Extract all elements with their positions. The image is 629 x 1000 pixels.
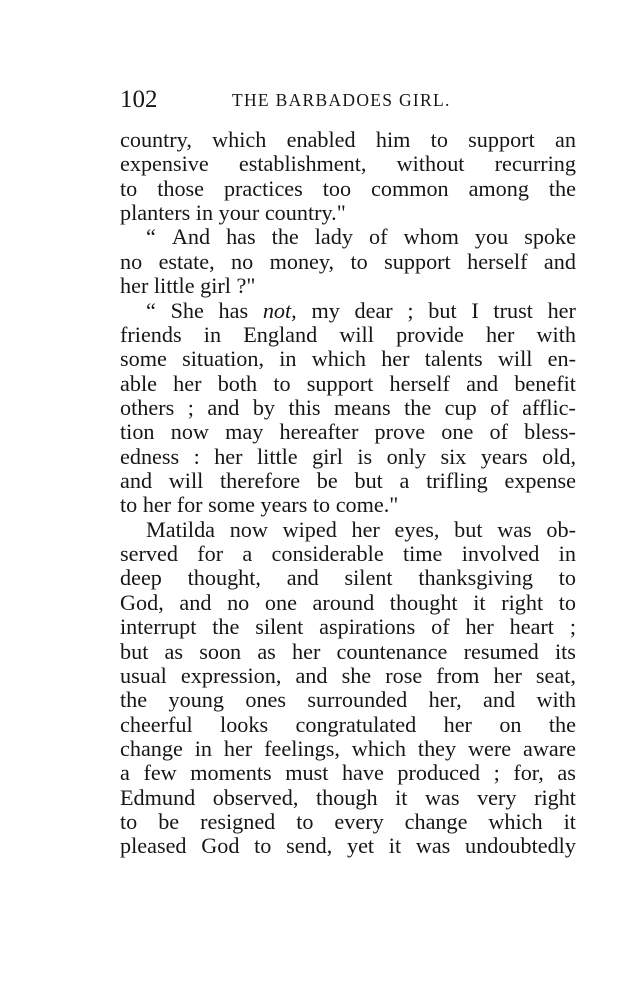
word: eyes, xyxy=(394,516,440,542)
word: expensive xyxy=(120,151,209,177)
word: I xyxy=(471,297,479,323)
text-line xyxy=(120,177,576,201)
word: her xyxy=(173,370,202,396)
word: too xyxy=(322,175,352,201)
word: “ xyxy=(146,224,156,250)
word: support xyxy=(306,370,374,396)
word: And xyxy=(171,224,211,250)
word: for xyxy=(197,541,224,567)
word: on xyxy=(499,711,522,737)
word: to xyxy=(120,175,138,201)
word: thanksgiving xyxy=(418,565,533,591)
word: and xyxy=(483,687,516,713)
text-line xyxy=(120,834,576,858)
word: friends xyxy=(120,321,182,347)
word: God, xyxy=(120,589,164,615)
word: to xyxy=(350,248,368,274)
word: as xyxy=(257,638,276,664)
word: her xyxy=(443,711,472,737)
word: as xyxy=(557,760,576,786)
word: considerable xyxy=(271,541,384,567)
word: undoubtedly xyxy=(465,833,576,859)
word: to xyxy=(296,809,314,835)
word: benefit xyxy=(514,370,576,396)
word: her xyxy=(292,638,321,664)
word: but xyxy=(354,468,383,494)
word: ; xyxy=(187,394,194,420)
word: years xyxy=(480,443,528,469)
word: edness xyxy=(120,443,180,469)
word: is xyxy=(357,443,373,469)
word: without xyxy=(396,151,465,177)
word: rose xyxy=(385,662,423,688)
word: this xyxy=(288,394,321,420)
word: those xyxy=(157,175,205,201)
word: from xyxy=(436,662,480,688)
word: was xyxy=(497,516,532,542)
word: the xyxy=(404,394,432,420)
text-line xyxy=(120,542,576,566)
word: ones xyxy=(245,687,287,713)
word: heart xyxy=(509,614,554,640)
word: a xyxy=(242,541,253,567)
word: has xyxy=(218,297,249,323)
word: was xyxy=(415,833,451,859)
word: observed, xyxy=(212,784,299,810)
word: around xyxy=(312,589,375,615)
word: girl xyxy=(312,443,343,469)
word: support xyxy=(384,248,451,274)
text-line xyxy=(120,566,576,590)
text-line xyxy=(120,347,576,371)
word: therefore xyxy=(220,468,301,494)
word: usual xyxy=(120,662,167,688)
word: the xyxy=(120,687,148,713)
word: right xyxy=(534,784,576,810)
text-line xyxy=(120,786,576,810)
text-line xyxy=(120,274,576,298)
text-line xyxy=(120,737,576,761)
word: produced xyxy=(397,760,480,786)
word: congratulated xyxy=(295,711,417,737)
word: wiped xyxy=(282,516,337,542)
word: able xyxy=(120,370,157,396)
word: but xyxy=(454,516,483,542)
word: cup xyxy=(444,394,477,420)
word: both xyxy=(217,370,258,396)
word: which xyxy=(488,809,543,835)
word: involved xyxy=(461,541,540,567)
word: ; xyxy=(407,297,414,323)
word: by xyxy=(252,394,275,420)
word: others xyxy=(120,394,175,420)
word: the xyxy=(271,224,299,250)
word: they xyxy=(417,735,457,761)
word: little xyxy=(256,443,298,469)
word: the xyxy=(548,711,576,737)
word: but xyxy=(428,297,457,323)
word: him xyxy=(375,127,411,152)
word: and xyxy=(543,248,576,274)
word: she xyxy=(341,662,372,688)
word: surrounded xyxy=(307,687,408,713)
text-line xyxy=(120,688,576,712)
word: trust xyxy=(493,297,533,323)
word: countenance xyxy=(336,638,448,664)
text-line xyxy=(120,128,576,152)
word: few xyxy=(143,760,177,786)
word: dear xyxy=(354,297,393,323)
word: her xyxy=(547,297,576,323)
text-line xyxy=(120,250,576,274)
word: six xyxy=(440,443,467,469)
word: and xyxy=(207,394,240,420)
word: it xyxy=(395,784,408,810)
word: very xyxy=(477,784,517,810)
word: en- xyxy=(547,346,576,372)
word: in xyxy=(194,735,212,761)
text-line xyxy=(120,323,576,347)
word: time xyxy=(402,541,443,567)
word: have xyxy=(341,760,384,786)
word: has xyxy=(226,224,256,250)
word: hereafter xyxy=(279,419,359,445)
word: change xyxy=(120,735,183,761)
word: deep xyxy=(120,565,162,591)
running-title: THE BARBADOES GIRL. xyxy=(232,90,451,110)
word: with xyxy=(536,321,576,347)
word: means xyxy=(333,394,391,420)
word: in xyxy=(195,200,214,226)
word: of xyxy=(431,614,450,640)
text-line xyxy=(120,201,576,225)
word: among xyxy=(468,175,529,201)
word: spoke xyxy=(524,224,576,250)
text-line xyxy=(120,713,576,737)
word: bless- xyxy=(524,419,576,445)
word: right xyxy=(501,589,544,615)
word: must xyxy=(285,760,329,786)
word: for, xyxy=(513,760,544,786)
word: will xyxy=(168,468,204,494)
word: common xyxy=(371,175,449,201)
word: of xyxy=(368,224,388,250)
word: Edmund xyxy=(120,784,196,810)
word: country, xyxy=(120,127,192,152)
word: enabled xyxy=(286,127,356,152)
word: you xyxy=(474,224,509,250)
word: to xyxy=(120,809,138,835)
word: planters xyxy=(120,200,191,226)
word: situation, xyxy=(182,346,265,372)
word: now xyxy=(170,419,209,445)
word: some xyxy=(120,346,167,372)
word: to xyxy=(558,589,576,615)
word: her xyxy=(493,662,522,688)
word: it xyxy=(563,809,576,835)
word: your xyxy=(218,200,260,226)
word: served xyxy=(120,541,178,567)
word: her xyxy=(223,735,253,761)
word: ; xyxy=(493,760,500,786)
word: to xyxy=(312,492,331,518)
word: in xyxy=(203,321,222,347)
word: it xyxy=(388,833,402,859)
text-line xyxy=(120,518,576,542)
text-line xyxy=(120,420,576,444)
word: but xyxy=(120,638,149,664)
word: lady xyxy=(314,224,353,250)
text-line xyxy=(120,396,576,420)
word: not, xyxy=(262,297,297,323)
text-line xyxy=(120,810,576,834)
word: now xyxy=(229,516,268,542)
word: was xyxy=(425,784,460,810)
text-line xyxy=(120,615,576,639)
word: little xyxy=(153,273,195,299)
word: to xyxy=(254,833,272,859)
word: and xyxy=(286,565,319,591)
word: come." xyxy=(335,492,399,518)
word: were xyxy=(468,735,512,761)
word: with xyxy=(536,687,576,713)
word: She xyxy=(170,297,204,323)
text-line xyxy=(120,372,576,396)
word: God xyxy=(201,833,240,859)
word: its xyxy=(554,638,576,664)
word: “ xyxy=(146,297,156,323)
word: years xyxy=(260,492,308,518)
word: her, xyxy=(428,687,462,713)
word: thought, xyxy=(187,565,261,591)
word: Matilda xyxy=(146,516,216,542)
word: feelings, xyxy=(264,735,340,761)
word: only xyxy=(386,443,427,469)
word: trifling xyxy=(426,468,488,494)
word: herself xyxy=(467,248,528,274)
word: in xyxy=(558,541,576,567)
word: some xyxy=(208,492,255,518)
word: her xyxy=(120,273,149,299)
word: no xyxy=(227,589,250,615)
text-line xyxy=(120,225,576,249)
word: my xyxy=(311,297,340,323)
word: of xyxy=(490,394,509,420)
word: to xyxy=(558,565,576,591)
word: a xyxy=(399,468,410,494)
word: : xyxy=(193,443,200,469)
word: thought xyxy=(389,589,458,615)
word: her xyxy=(465,614,494,640)
word: it xyxy=(473,589,486,615)
word: yet xyxy=(346,833,375,859)
word: to xyxy=(273,370,291,396)
word: ob- xyxy=(546,516,576,542)
word: to xyxy=(120,492,138,518)
text-line xyxy=(120,761,576,785)
word: cheerful xyxy=(120,711,193,737)
text-line xyxy=(120,664,576,688)
word: in xyxy=(279,346,297,372)
word: pleased xyxy=(120,833,187,859)
word: expression, xyxy=(180,662,282,688)
word: no xyxy=(120,248,143,274)
word: her xyxy=(214,443,243,469)
text-line xyxy=(120,469,576,493)
word: her xyxy=(351,516,380,542)
word: silent xyxy=(344,565,393,591)
word: for xyxy=(176,492,203,518)
word: which xyxy=(311,346,366,372)
word: looks xyxy=(220,711,269,737)
word: her xyxy=(142,492,172,518)
word: and xyxy=(466,370,499,396)
word: no xyxy=(231,248,254,274)
word: herself xyxy=(389,370,450,396)
text-line xyxy=(120,493,576,517)
word: interrupt xyxy=(120,614,197,640)
text-line xyxy=(120,591,576,615)
word: tion xyxy=(120,419,155,445)
word: will xyxy=(339,321,374,347)
word: an xyxy=(554,127,576,152)
word: be xyxy=(316,468,338,494)
word: seat, xyxy=(535,662,576,688)
word: which xyxy=(212,127,267,152)
word: her xyxy=(486,321,515,347)
word: practices xyxy=(223,175,303,201)
word: of xyxy=(489,419,508,445)
word: expense xyxy=(504,468,576,494)
word: which xyxy=(351,735,407,761)
word: a xyxy=(120,760,130,786)
word: young xyxy=(168,687,224,713)
word: though xyxy=(315,784,378,810)
word: and xyxy=(179,589,212,615)
word: estate, xyxy=(158,248,215,274)
word: as xyxy=(164,638,184,664)
word: moments xyxy=(190,760,272,786)
page-number: 102 xyxy=(120,86,158,113)
word: may xyxy=(225,419,264,445)
word: England xyxy=(243,321,318,347)
word: be xyxy=(158,809,180,835)
word: whom xyxy=(403,224,459,250)
word: resigned xyxy=(200,809,276,835)
text-line xyxy=(120,445,576,469)
word: change xyxy=(404,809,468,835)
word: ; xyxy=(569,614,576,640)
word: support xyxy=(468,127,535,152)
text-line xyxy=(120,299,576,323)
word: every xyxy=(334,809,384,835)
word: provide xyxy=(396,321,464,347)
word: girl xyxy=(200,273,231,299)
word: to xyxy=(430,127,448,152)
word: aspirations xyxy=(319,614,416,640)
word: her xyxy=(381,346,410,372)
word: afflic- xyxy=(522,394,576,420)
word: establishment, xyxy=(238,151,367,177)
word: old, xyxy=(542,443,576,469)
word: and xyxy=(295,662,328,688)
word: prove xyxy=(374,419,426,445)
word: country." xyxy=(264,200,346,226)
running-head xyxy=(120,84,576,116)
word: one xyxy=(264,589,297,615)
word: ?" xyxy=(236,273,256,299)
word: recurring xyxy=(494,151,576,177)
body-text xyxy=(120,128,576,859)
word: talents xyxy=(424,346,483,372)
word: and xyxy=(120,468,153,494)
word: money, xyxy=(269,248,335,274)
word: silent xyxy=(255,614,304,640)
word: aware xyxy=(523,735,576,761)
word: one xyxy=(441,419,474,445)
word: soon xyxy=(199,638,242,664)
word: the xyxy=(212,614,240,640)
text-line xyxy=(120,640,576,664)
word: resumed xyxy=(463,638,539,664)
word: will xyxy=(497,346,533,372)
text-line xyxy=(120,152,576,176)
word: send, xyxy=(286,833,333,859)
word: the xyxy=(548,175,576,201)
